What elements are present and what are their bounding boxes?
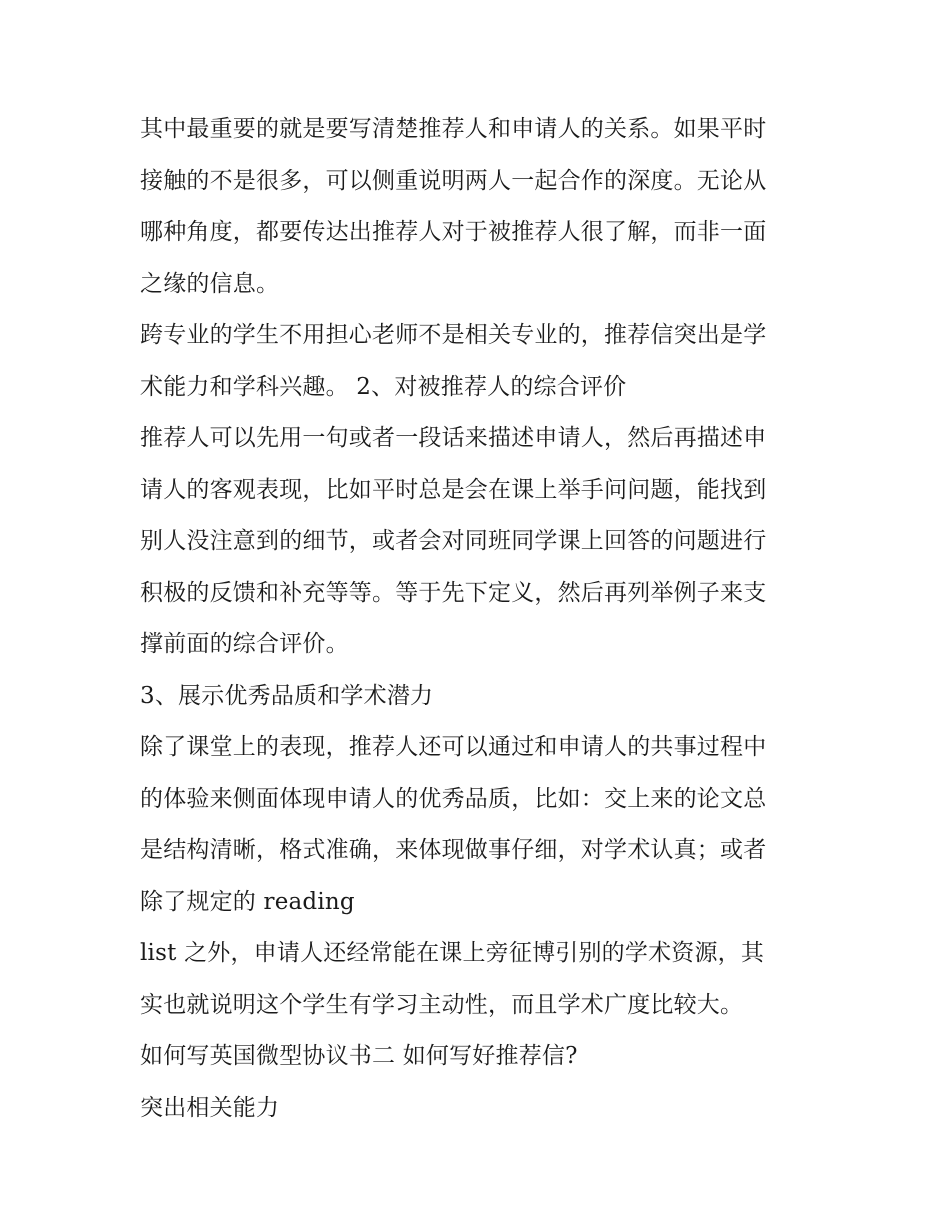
text-line: 推荐人可以先用一句或者一段话来描述申请人，然后再描述申 (140, 425, 767, 451)
text-line: 除了规定的 reading (140, 888, 355, 915)
text-line: 跨专业的学生不用担心老师不是相关专业的，推荐信突出是学 (140, 322, 767, 348)
text-line: 的体验来侧面体现申请人的优秀品质，比如：交上来的论文总 (140, 785, 767, 812)
text-line: 除了课堂上的表现，推荐人还可以通过和申请人的共事过程中 (140, 734, 767, 760)
section-heading: 突出相关能力 (140, 1094, 280, 1121)
text-line: 术能力和学科兴趣。 2、对被推荐人的综合评价 (140, 373, 627, 400)
text-line: 积极的反馈和补充等等。等于先下定义，然后再列举例子来支 (140, 579, 767, 606)
section-heading: 3、展示优秀品质和学术潜力 (140, 682, 434, 709)
document-body (140, 104, 820, 1134)
text-line: 是结构清晰，格式准确，来体现做事仔细，对学术认真；或者 (140, 837, 767, 863)
text-line: 哪种角度，都要传达出推荐人对于被推荐人很了解，而非一面 (140, 219, 767, 245)
text-line: 接触的不是很多，可以侧重说明两人一起合作的深度。无论从 (140, 167, 767, 194)
text-line: list 之外，申请人还经常能在课上旁征博引别的学术资源，其 (140, 940, 765, 966)
text-line: 之缘的信息。 (140, 270, 280, 297)
text-line: 撑前面的综合评价。 (140, 631, 349, 657)
text-line: 其中最重要的就是要写清楚推荐人和申请人的关系。如果平时 (140, 116, 767, 142)
text-line: 实也就说明这个学生有学习主动性，而且学术广度比较大。 (140, 991, 744, 1018)
text-line: 请人的客观表现，比如平时总是会在课上举手问问题，能找到 (140, 476, 767, 503)
text-line: 别人没注意到的细节，或者会对同班同学课上回答的问题进行 (140, 528, 767, 554)
section-heading: 如何写英国微型协议书二 如何写好推荐信? (140, 1043, 578, 1069)
